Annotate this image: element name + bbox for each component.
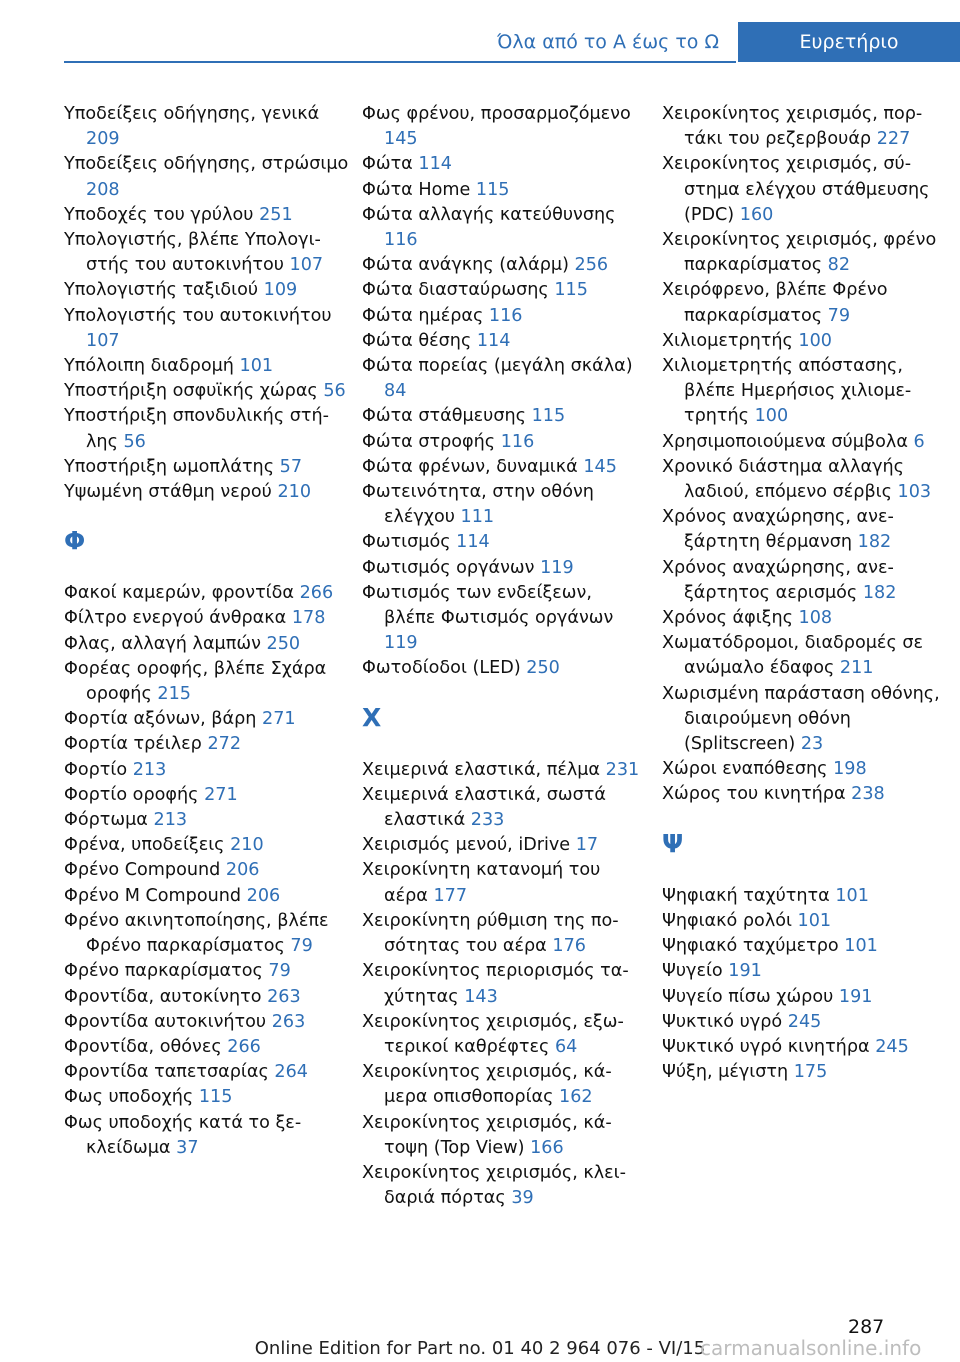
page-number: 287 — [848, 1316, 885, 1338]
page-link[interactable]: 116 — [488, 305, 523, 326]
index-entry — [362, 178, 647, 203]
page-link[interactable]: 263 — [267, 986, 301, 1007]
index-entry — [662, 606, 947, 631]
index-entry — [64, 858, 349, 883]
page-link[interactable]: 107 — [86, 330, 120, 351]
page-link[interactable]: 162 — [559, 1087, 593, 1108]
index-entry — [362, 1161, 647, 1211]
entry-term: Χειροκίνητη κατανομή του αέρα — [362, 860, 601, 906]
page-link[interactable]: 23 — [800, 734, 824, 755]
page-link[interactable]: 250 — [266, 633, 301, 654]
index-entry — [64, 758, 349, 783]
entry-term: Φωτεινότητα, στην οθόνη ελέγχου — [362, 482, 594, 528]
entry-term: Υποδείξεις οδήγησης, γενικά — [64, 104, 320, 124]
index-entry — [362, 783, 647, 833]
entry-term: Ψυγείο πίσω χώρου — [662, 986, 834, 1007]
index-entry — [362, 909, 647, 959]
index-entry — [362, 556, 647, 581]
index-entry — [362, 404, 647, 429]
index-entry — [362, 1111, 647, 1161]
entry-term: Φορτίο — [64, 759, 128, 780]
page-link[interactable]: 107 — [289, 255, 324, 276]
page-link[interactable]: 176 — [552, 936, 586, 957]
index-entry — [362, 581, 647, 657]
entry-term: Φορτίο οροφής — [64, 784, 199, 805]
index-entry — [362, 480, 647, 530]
page-link[interactable]: 250 — [526, 658, 560, 679]
page-link[interactable]: 145 — [583, 456, 617, 477]
entry-term: Φροντίδα, αυτοκίνητο — [64, 986, 262, 1007]
index-entry — [64, 480, 349, 505]
entry-term: Υπολογιστής ταξιδιού — [64, 280, 259, 301]
section-letter: Φ — [64, 526, 86, 556]
section-letter: Χ — [362, 702, 382, 732]
entry-term: Χρόνος αναχώρησης, ανεξάρτητος αερισμός — [662, 557, 894, 603]
watermark: carmanualsonline.info — [700, 1336, 922, 1360]
page-link[interactable]: 211 — [839, 658, 874, 679]
index-entry — [362, 858, 647, 908]
index-entry — [362, 354, 647, 404]
entry-term: Φώτα ημέρας — [362, 305, 484, 326]
index-entry — [662, 102, 947, 152]
index-entry — [662, 631, 947, 681]
page-link[interactable]: 215 — [157, 684, 191, 705]
index-entry — [64, 203, 349, 228]
entry-term: Υπολογιστής του αυτοκινήτου — [64, 305, 332, 326]
index-entry — [362, 430, 647, 455]
index-entry — [662, 1060, 947, 1085]
index-entry — [64, 152, 349, 202]
entry-term: Χωματόδρομοι, διαδρομές σε ανώμαλο έδαφος — [662, 633, 924, 679]
index-entry — [64, 1035, 349, 1060]
entry-term: Φως υποδοχής κατά το ξεκλείδωμα — [64, 1112, 302, 1158]
entry-term: Φωτισμός οργάνων — [362, 557, 535, 578]
entry-term: Φρένο M Compound — [64, 885, 242, 906]
entry-term: Φρένο Compound — [64, 860, 221, 881]
page-link[interactable]: 103 — [897, 482, 932, 503]
index-entry — [362, 304, 647, 329]
page-link[interactable]: 271 — [204, 784, 238, 805]
index-column-3 — [662, 102, 947, 1085]
entry-term: Φίλτρο ενεργού άνθρακα — [64, 608, 287, 629]
page-link[interactable]: 177 — [433, 885, 468, 906]
page-link[interactable]: 191 — [728, 961, 762, 982]
page-link[interactable]: 166 — [530, 1137, 564, 1158]
entry-term: Φώτα αλλαγής κατεύθυνσης — [362, 204, 616, 225]
entry-term: Ψύξη, μέγιστη — [662, 1062, 789, 1083]
entry-term: Χώρος του κινητήρα — [662, 784, 846, 805]
page-link[interactable]: 114 — [418, 154, 452, 175]
index-entry — [64, 909, 349, 959]
entry-term: Χρόνος αναχώρησης, ανεξάρτητη θέρμανση — [662, 507, 894, 553]
page-link[interactable]: 56 — [123, 431, 146, 452]
entry-term: Χειρισμός μενού, iDrive — [362, 835, 571, 856]
entry-term: Χρονικό διάστημα αλλαγής λαδιού, επόμενο σέρβις — [662, 456, 904, 503]
index-entry — [362, 1010, 647, 1060]
index-entry — [64, 632, 349, 657]
entry-term: Φρένα, υποδείξεις — [64, 835, 225, 856]
entry-term: Φροντίδα αυτοκινήτου — [64, 1011, 267, 1032]
page-link[interactable]: 160 — [739, 204, 774, 225]
page-link[interactable]: 175 — [793, 1062, 828, 1083]
index-entry — [64, 278, 349, 303]
index-entry — [64, 707, 349, 732]
index-entry — [64, 404, 349, 454]
entry-term: Χειροκίνητος χειρισμός, κλειδαριά πόρτας — [362, 1162, 626, 1209]
index-entry — [362, 203, 647, 253]
entry-term: Υποστήριξη οσφυϊκής χώρας — [64, 381, 318, 402]
page-link[interactable]: 119 — [384, 633, 418, 654]
index-entry — [64, 455, 349, 480]
index-entry — [64, 884, 349, 909]
footer-edition: Online Edition for Part no. 01 40 2 964 076 - VI/15 — [254, 1338, 706, 1359]
entry-term: Φρένο παρκαρίσματος — [64, 961, 263, 982]
index-entry — [362, 152, 647, 177]
entry-term: Ψηφιακό ταχύμετρο — [662, 936, 839, 957]
index-entry — [662, 682, 947, 758]
entry-term: Χειροκίνητος χειρισμός, σύστημα ελέγχου στάθμευσης (PDC) — [662, 154, 930, 225]
page-link[interactable]: 115 — [198, 1087, 233, 1108]
index-entry — [362, 530, 647, 555]
page-link[interactable]: 251 — [259, 204, 293, 225]
index-entry — [662, 455, 947, 505]
page-link[interactable]: 209 — [86, 129, 120, 150]
index-tab[interactable]: Ευρετήριο — [738, 22, 960, 62]
index-entry — [362, 656, 647, 681]
entry-term: Φροντίδα, οθόνες — [64, 1036, 222, 1057]
page-link[interactable]: 115 — [475, 179, 510, 200]
entry-term: Φωτισμός — [362, 532, 451, 553]
page-link[interactable]: 182 — [862, 582, 897, 603]
entry-term: Φώτα φρένων, δυναμικά — [362, 456, 578, 477]
index-entry — [662, 1035, 947, 1060]
page-link[interactable]: 100 — [798, 330, 833, 351]
page-link[interactable]: 213 — [132, 759, 167, 780]
entry-term: Χειροκίνητη ρύθμιση της ποσότητας του αέρα — [362, 910, 619, 957]
index-entry — [362, 329, 647, 354]
entry-term: Φώτα στροφής — [362, 431, 496, 452]
page-link[interactable]: 213 — [153, 810, 188, 831]
index-entry — [662, 959, 947, 984]
section-title: Όλα από το Α έως το Ω — [496, 31, 719, 53]
index-entry — [64, 1085, 349, 1110]
page-link[interactable]: 266 — [227, 1036, 261, 1057]
index-entry — [64, 1060, 349, 1085]
index-entry — [362, 1060, 647, 1110]
page-link[interactable]: 272 — [207, 734, 242, 755]
entry-term: Φώτα στάθμευσης — [362, 406, 526, 427]
entry-term: Χιλιομετρητής — [662, 330, 793, 351]
index-entry — [64, 985, 349, 1010]
page-link[interactable]: 101 — [239, 356, 274, 377]
page-link[interactable]: 115 — [531, 406, 566, 427]
page-link[interactable]: 17 — [575, 835, 599, 856]
index-entry — [64, 228, 349, 278]
index-entry — [362, 455, 647, 480]
entry-term: Φως υποδοχής — [64, 1087, 194, 1108]
page-link[interactable]: 64 — [554, 1036, 578, 1057]
entry-term: Ψυκτικό υγρό κινητήρα — [662, 1036, 870, 1057]
page-link[interactable]: 206 — [246, 885, 281, 906]
entry-term: Χειροκίνητος χειρισμός, πορτάκι του ρεζερβουάρ — [662, 104, 923, 150]
index-entry — [662, 152, 947, 228]
entry-term: Χειροκίνητος χειρισμός, φρένο παρκαρίσματος — [662, 230, 937, 276]
page-link[interactable]: 238 — [851, 784, 885, 805]
page-link[interactable]: 115 — [554, 280, 588, 301]
page-link[interactable]: 100 — [754, 406, 789, 427]
index-entry — [64, 959, 349, 984]
index-entry — [64, 102, 349, 152]
page-link[interactable]: 210 — [230, 835, 264, 856]
index-entry — [662, 782, 947, 807]
index-entry — [362, 833, 647, 858]
page-link[interactable]: 101 — [844, 936, 878, 957]
page-link[interactable]: 227 — [876, 129, 911, 150]
page-link[interactable]: 245 — [875, 1036, 909, 1057]
page-link[interactable]: 245 — [787, 1011, 822, 1032]
index-entry — [64, 808, 349, 833]
index-entry — [662, 329, 947, 354]
index-column-1 — [64, 102, 349, 1161]
index-entry — [662, 909, 947, 934]
page-link[interactable]: 271 — [262, 709, 296, 730]
entry-term: Φωτισμός των ενδείξεων, βλέπε Φωτισμός οργάνων — [362, 582, 614, 629]
page-link[interactable]: 182 — [857, 532, 892, 553]
entry-term: Ψυγείο — [662, 961, 723, 982]
page-link[interactable]: 210 — [277, 482, 312, 503]
page-link[interactable]: 109 — [263, 280, 298, 301]
index-entry — [64, 732, 349, 757]
entry-term: Φώτα πορείας (μεγάλη σκάλα) — [362, 356, 633, 377]
index-entry — [662, 228, 947, 278]
entry-term: Χειμερινά ελαστικά, σωστά ελαστικά — [362, 784, 606, 831]
page-link[interactable]: 191 — [838, 986, 873, 1007]
entry-term: Ψηφιακή ταχύτητα — [662, 885, 830, 906]
page-link[interactable]: 6 — [913, 431, 925, 452]
entry-term: Φλας, αλλαγή λαμπών — [64, 633, 261, 654]
entry-term: Χειρόφρενο, βλέπε Φρένο παρκαρίσματος — [662, 280, 888, 326]
entry-term: Φώτα Home — [362, 179, 471, 200]
index-entry — [662, 505, 947, 555]
index-entry — [662, 884, 947, 909]
header-rule — [64, 61, 736, 63]
index-entry — [362, 959, 647, 1009]
page-link[interactable]: 206 — [225, 860, 260, 881]
page-link[interactable]: 56 — [323, 381, 346, 402]
entry-term: Φως φρένου, προσαρμοζόμενο — [362, 104, 631, 124]
page-link[interactable]: 108 — [798, 608, 833, 629]
index-entry — [64, 304, 349, 354]
index-entry — [362, 253, 647, 278]
index-entry — [662, 430, 947, 455]
index-entry — [662, 934, 947, 959]
entry-term: Φώτα διασταύρωσης — [362, 280, 549, 301]
entry-term: Υπολογιστής, βλέπε Υπολογιστής του αυτοκινήτου — [64, 230, 321, 276]
entry-term: Φόρτωμα — [64, 810, 148, 831]
page-link[interactable]: 266 — [299, 583, 334, 604]
entry-term: Ψηφιακό ρολόι — [662, 910, 792, 931]
entry-term: Φορέας οροφής, βλέπε Σχάρα οροφής — [64, 658, 327, 705]
page-link[interactable]: 114 — [456, 532, 490, 553]
entry-term: Χειμερινά ελαστικά, πέλμα — [362, 759, 601, 780]
entry-term: Χώροι εναπόθεσης — [662, 759, 828, 780]
page-link[interactable]: 57 — [279, 456, 303, 477]
entry-term: Φώτα ανάγκης (αλάρμ) — [362, 255, 569, 276]
page-link[interactable]: 143 — [464, 986, 498, 1007]
page-link[interactable]: 114 — [476, 330, 511, 351]
index-entry — [64, 606, 349, 631]
section-letter: Ψ — [662, 828, 684, 858]
entry-term: Χρησιμοποιούμενα σύμβολα — [662, 431, 908, 452]
page-link[interactable]: 145 — [384, 129, 418, 150]
entry-term: Υπόλοιπη διαδρομή — [64, 356, 234, 377]
index-entry — [662, 757, 947, 782]
entry-term: Χειροκίνητος χειρισμός, εξωτερικοί καθρέφτες — [362, 1011, 624, 1057]
index-entry — [64, 1111, 349, 1161]
entry-term: Φακοί καμερών, φροντίδα — [64, 583, 294, 604]
entry-term: Υποδείξεις οδήγησης, στρώσιμο — [64, 154, 349, 175]
index-entry — [362, 102, 647, 152]
index-entry — [64, 1010, 349, 1035]
page-link[interactable]: 84 — [384, 381, 407, 402]
index-entry — [362, 758, 647, 783]
page-link[interactable]: 116 — [500, 431, 535, 452]
entry-term: Υποστήριξη σπονδυλικής στήλης — [64, 406, 330, 452]
page-link[interactable]: 231 — [605, 759, 640, 780]
entry-term: Χειροκίνητος χειρισμός, κάτοψη (Top View) — [362, 1112, 612, 1158]
entry-term: Φορτία τρέιλερ — [64, 734, 202, 755]
entry-term: Υποστήριξη ωμοπλάτης — [64, 456, 275, 477]
index-entry — [662, 556, 947, 606]
page-header — [0, 22, 960, 62]
page-link[interactable]: 264 — [274, 1062, 308, 1083]
index-column-2 — [362, 102, 647, 1211]
index-entry — [662, 1010, 947, 1035]
page-link[interactable]: 79 — [290, 936, 313, 957]
entry-term: Χειροκίνητος χειρισμός, κάμερα οπισθοπορίας — [362, 1062, 612, 1108]
page-link[interactable]: 208 — [86, 179, 120, 200]
page-link[interactable]: 119 — [540, 557, 574, 578]
entry-term: Ψυκτικό υγρό — [662, 1011, 783, 1032]
index-entry — [362, 278, 647, 303]
index-entry — [64, 354, 349, 379]
entry-term: Φρένο ακινητοποίησης, βλέπε Φρένο παρκαρίσματος — [64, 910, 329, 957]
entry-term: Χιλιομετρητής απόστασης, βλέπε Ημερήσιος χιλιομετρητής — [662, 356, 912, 427]
index-entry — [64, 833, 349, 858]
entry-term: Χειροκίνητος περιορισμός ταχύτητας — [362, 961, 629, 1007]
index-entry — [662, 278, 947, 328]
entry-term: Φώτα θέσης — [362, 330, 472, 351]
entry-term: Φώτα — [362, 154, 413, 175]
page-link[interactable]: 233 — [470, 810, 505, 831]
page-link[interactable]: 116 — [384, 230, 418, 251]
page-link[interactable]: 101 — [797, 910, 832, 931]
page-link[interactable]: 178 — [291, 608, 326, 629]
entry-term: Φροντίδα ταπετσαρίας — [64, 1062, 269, 1083]
page-link[interactable]: 79 — [827, 305, 851, 326]
index-entry — [662, 985, 947, 1010]
index-entry — [64, 657, 349, 707]
index-entry — [64, 581, 349, 606]
entry-term: Χωρισμένη παράσταση οθόνης, διαιρούμενη οθόνη (Splitscreen) — [662, 683, 940, 755]
page-link[interactable]: 82 — [827, 255, 851, 276]
page-link[interactable]: 263 — [271, 1011, 306, 1032]
entry-term: Χρόνος άφιξης — [662, 608, 793, 629]
entry-term: Υψωμένη στάθμη νερού — [64, 482, 272, 503]
index-entry — [64, 379, 349, 404]
page-link[interactable]: 101 — [835, 885, 869, 906]
page-link[interactable]: 256 — [574, 255, 609, 276]
page-link[interactable]: 111 — [460, 507, 495, 528]
page-link[interactable]: 79 — [268, 961, 291, 982]
entry-term: Φωτοδίοδοι (LED) — [362, 658, 521, 679]
entry-term: Υποδοχές του γρύλου — [64, 204, 254, 225]
entry-term: Φορτία αξόνων, βάρη — [64, 709, 257, 730]
page-link[interactable]: 37 — [176, 1137, 199, 1158]
index-entry — [662, 354, 947, 430]
index-entry — [64, 783, 349, 808]
page-link[interactable]: 198 — [833, 759, 867, 780]
page-link[interactable]: 39 — [511, 1188, 534, 1209]
